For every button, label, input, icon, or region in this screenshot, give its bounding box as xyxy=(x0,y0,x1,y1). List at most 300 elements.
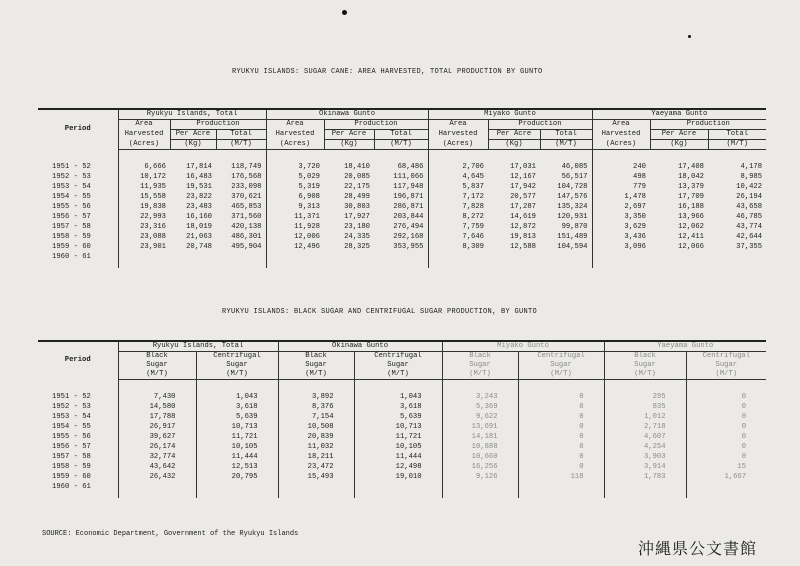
table-cell: 17,942 xyxy=(510,182,536,191)
col-header: Per Acre xyxy=(650,130,708,140)
table-cell: 0 xyxy=(518,422,604,432)
table-cell: 1,043 xyxy=(354,392,442,402)
table-row xyxy=(38,452,766,462)
unit-header: (Kg) xyxy=(170,140,216,150)
table-cell: 14,580 xyxy=(118,402,196,412)
table-cell: 0 xyxy=(686,442,766,452)
table-row xyxy=(38,242,766,252)
table-cell: 10,713 xyxy=(354,422,442,432)
table-cell: 17,814 xyxy=(186,162,212,171)
table1-body xyxy=(38,162,766,263)
col-header: Black xyxy=(442,352,518,362)
table-cell: 420,138 xyxy=(231,223,262,232)
table-row xyxy=(38,462,766,472)
table-cell: 8,272 xyxy=(428,212,488,222)
unit-header: (M/T) xyxy=(354,370,442,380)
table-cell: 3,618 xyxy=(196,402,278,412)
table-cell: 15 xyxy=(686,462,766,472)
table-cell: 11,935 xyxy=(118,182,170,192)
table-cell xyxy=(708,252,766,262)
table-cell xyxy=(428,252,488,262)
table-cell xyxy=(266,252,324,262)
table-row xyxy=(38,222,766,232)
table-cell: 176,568 xyxy=(231,172,262,181)
table-row xyxy=(38,232,766,242)
col-header: Sugar xyxy=(442,361,518,370)
table-cell: 12,062 xyxy=(678,223,704,232)
table-cell: 14,619 xyxy=(510,212,536,221)
table-cell: 20,085 xyxy=(344,172,370,181)
table-cell: 233,098 xyxy=(231,182,262,191)
table-cell: 18,211 xyxy=(278,452,354,462)
table-cell: 18,019 xyxy=(186,223,212,232)
table-cell: 1,012 xyxy=(604,412,686,422)
table-cell: 2,706 xyxy=(428,162,488,172)
table-cell: 4,607 xyxy=(604,432,686,442)
group-header: Yaeyama Gunto xyxy=(604,341,766,352)
table-cell: 370,621 xyxy=(231,192,262,201)
table-cell: 42,644 xyxy=(736,233,763,242)
group-header: Ryukyu Islands, Total xyxy=(118,109,266,120)
table-cell: 37,355 xyxy=(736,243,763,252)
table-row xyxy=(38,402,766,412)
table-cell: 295 xyxy=(604,392,686,402)
col-header: Production xyxy=(170,120,266,130)
col-header: Harvested xyxy=(118,130,170,140)
table-cell: 13,966 xyxy=(678,212,704,221)
period-cell: 1958 - 59 xyxy=(52,463,91,472)
table-cell: 779 xyxy=(592,182,650,192)
unit-header: (M/T) xyxy=(518,370,604,380)
period-cell: 1956 - 57 xyxy=(52,442,91,451)
table-cell: 19,010 xyxy=(354,472,442,482)
col-header: Total xyxy=(540,130,592,140)
table-cell: 4,254 xyxy=(604,442,686,452)
table-cell xyxy=(374,252,428,262)
table-cell: 3,903 xyxy=(604,452,686,462)
table-cell: 1,783 xyxy=(604,472,686,482)
table-row xyxy=(38,172,766,182)
unit-header: (M/T) xyxy=(196,370,278,380)
period-cell: 1954 - 55 xyxy=(52,192,91,201)
table-cell xyxy=(196,482,278,492)
table-cell xyxy=(278,482,354,492)
table-cell: 3,436 xyxy=(592,232,650,242)
table-cell: 56,517 xyxy=(561,172,588,181)
table-cell xyxy=(604,482,686,492)
col-header: Centrifugal xyxy=(354,352,442,362)
table-cell: 7,430 xyxy=(118,392,196,402)
table-row xyxy=(38,192,766,202)
col-header: Area xyxy=(428,120,488,130)
table1-sugar-cane xyxy=(38,108,766,268)
unit-header: (M/T) xyxy=(118,370,196,380)
table-cell: 28,325 xyxy=(344,243,370,252)
table-cell: 0 xyxy=(686,422,766,432)
table-cell: 11,721 xyxy=(196,432,278,442)
table-cell: 6,666 xyxy=(118,162,170,172)
table-cell: 23,180 xyxy=(344,223,370,232)
table-cell: 23,901 xyxy=(118,242,170,252)
table-cell: 30,803 xyxy=(344,202,370,211)
table-cell: 12,496 xyxy=(266,242,324,252)
table-cell: 21,063 xyxy=(186,233,212,242)
period-cell: 1952 - 53 xyxy=(52,172,91,181)
table-cell: 240 xyxy=(592,162,650,172)
period-cell: 1955 - 56 xyxy=(52,432,91,441)
period-cell: 1959 - 60 xyxy=(52,473,91,482)
table-cell: 11,371 xyxy=(266,212,324,222)
table-cell: 23,088 xyxy=(118,232,170,242)
group-header: Okinawa Gunto xyxy=(278,341,442,352)
col-header: Area xyxy=(266,120,324,130)
table-cell: 203,844 xyxy=(393,212,424,221)
table-cell: 17,927 xyxy=(344,212,370,221)
table-cell: 13,691 xyxy=(442,422,518,432)
table-cell: 117,948 xyxy=(393,182,424,191)
period-cell: 1957 - 58 xyxy=(52,453,91,462)
table-cell: 15,493 xyxy=(278,472,354,482)
table-cell: 43,658 xyxy=(736,202,763,211)
col-header: Sugar xyxy=(278,361,354,370)
table-cell: 1,667 xyxy=(686,472,766,482)
table-cell: 353,955 xyxy=(393,243,424,252)
table-cell: 196,871 xyxy=(393,192,424,201)
period-cell: 1959 - 60 xyxy=(52,243,91,252)
table-row xyxy=(38,162,766,172)
table-cell: 147,576 xyxy=(557,192,588,201)
table-cell: 26,917 xyxy=(118,422,196,432)
table-cell: 46,785 xyxy=(736,212,763,221)
table-cell: 12,167 xyxy=(510,172,536,181)
period-cell: 1951 - 52 xyxy=(52,162,91,171)
table-cell: 9,126 xyxy=(442,472,518,482)
group-header: Miyako Gunto xyxy=(442,341,604,352)
table-cell: 10,105 xyxy=(196,442,278,452)
table-cell: 12,066 xyxy=(678,243,704,252)
table-cell: 15,558 xyxy=(118,192,170,202)
table-row xyxy=(38,412,766,422)
table-cell: 5,369 xyxy=(442,402,518,412)
table-cell: 16,160 xyxy=(186,212,212,221)
table-cell: 118,749 xyxy=(231,162,262,171)
table-cell: 0 xyxy=(518,402,604,412)
table-cell xyxy=(324,252,374,262)
col-header: Area xyxy=(592,120,650,130)
table-cell xyxy=(518,482,604,492)
period-cell: 1955 - 56 xyxy=(52,202,91,211)
table-cell: 151,489 xyxy=(557,233,588,242)
table-cell: 5,639 xyxy=(196,412,278,422)
period-cell: 1958 - 59 xyxy=(52,233,91,242)
table-cell: 23,822 xyxy=(186,192,212,201)
table-cell: 17,408 xyxy=(678,162,704,171)
table-cell: 3,243 xyxy=(442,392,518,402)
table-row xyxy=(38,182,766,192)
table-cell: 17,287 xyxy=(510,202,536,211)
group-header: Ryukyu Islands, Total xyxy=(118,341,278,352)
table-cell: 20,748 xyxy=(186,243,212,252)
table2-title: RYUKYU ISLANDS: BLACK SUGAR AND CENTRIFUGAL SUGAR PRODUCTION, BY GUNTO xyxy=(222,308,538,316)
table-cell: 43,642 xyxy=(118,462,196,472)
table-cell xyxy=(354,482,442,492)
table-cell: 19,838 xyxy=(118,202,170,212)
period-cell: 1957 - 58 xyxy=(52,223,91,232)
table-cell: 3,096 xyxy=(592,242,650,252)
col-header: Total xyxy=(216,130,266,140)
table-cell: 17,031 xyxy=(510,162,536,171)
table-cell: 22,175 xyxy=(344,182,370,191)
table-cell: 104,728 xyxy=(557,182,588,191)
col-header: Black xyxy=(118,352,196,362)
table-cell: 7,172 xyxy=(428,192,488,202)
col-header: Black xyxy=(278,352,354,362)
table-cell xyxy=(686,482,766,492)
table-cell: 7,828 xyxy=(428,202,488,212)
table-cell: 11,928 xyxy=(266,222,324,232)
table-cell: 68,486 xyxy=(397,162,424,171)
table-cell: 2,718 xyxy=(604,422,686,432)
col-header: Per Acre xyxy=(488,130,540,140)
unit-header: (M/T) xyxy=(374,140,428,150)
table-cell: 835 xyxy=(604,402,686,412)
unit-header: (M/T) xyxy=(604,370,686,380)
table-cell: 26,174 xyxy=(118,442,196,452)
table-cell: 12,006 xyxy=(266,232,324,242)
table-row xyxy=(38,472,766,482)
table-cell: 7,759 xyxy=(428,222,488,232)
table-cell: 23,483 xyxy=(186,202,212,211)
table-cell xyxy=(650,252,708,262)
unit-header: (Kg) xyxy=(488,140,540,150)
table-cell: 2,697 xyxy=(592,202,650,212)
table-cell: 104,594 xyxy=(557,243,588,252)
table-cell: 3,618 xyxy=(354,402,442,412)
unit-header: (Acres) xyxy=(118,140,170,150)
table-cell: 3,892 xyxy=(278,392,354,402)
unit-header: (M/T) xyxy=(708,140,766,150)
table-cell xyxy=(540,252,592,262)
period-cell: 1953 - 54 xyxy=(52,182,91,191)
period-cell: 1954 - 55 xyxy=(52,422,91,431)
col-header: Per Acre xyxy=(170,130,216,140)
table-cell: 12,411 xyxy=(678,233,704,242)
table-row xyxy=(38,422,766,432)
table-cell: 23,472 xyxy=(278,462,354,472)
col-header: Centrifugal xyxy=(518,352,604,362)
table-cell: 3,914 xyxy=(604,462,686,472)
table-cell: 495,904 xyxy=(231,243,262,252)
table-row xyxy=(38,392,766,402)
table-cell: 0 xyxy=(686,432,766,442)
unit-header: (Kg) xyxy=(650,140,708,150)
table-cell: 10,422 xyxy=(736,182,763,191)
table-cell: 0 xyxy=(686,412,766,422)
table-cell: 16,256 xyxy=(442,462,518,472)
table-cell: 17,709 xyxy=(678,192,704,201)
table-cell: 486,301 xyxy=(231,233,262,242)
unit-header: (Acres) xyxy=(266,140,324,150)
table-cell: 12,588 xyxy=(510,243,536,252)
table-cell: 39,627 xyxy=(118,432,196,442)
table-cell: 12,513 xyxy=(196,462,278,472)
table-cell: 19,531 xyxy=(186,182,212,191)
table-cell: 18,042 xyxy=(678,172,704,181)
table-row xyxy=(38,442,766,452)
table-cell: 46,085 xyxy=(561,162,588,171)
col-header: Sugar xyxy=(686,361,766,370)
table-cell: 0 xyxy=(518,452,604,462)
table-cell: 10,713 xyxy=(196,422,278,432)
table-cell xyxy=(170,252,216,262)
period-cell: 1960 - 61 xyxy=(52,483,91,492)
col-header: Per Acre xyxy=(324,130,374,140)
table-cell: 7,154 xyxy=(278,412,354,422)
table-cell: 111,066 xyxy=(393,172,424,181)
ink-mark xyxy=(342,10,347,15)
table-cell: 16,483 xyxy=(186,172,212,181)
table-cell: 0 xyxy=(686,452,766,462)
table-row xyxy=(38,202,766,212)
table-cell: 0 xyxy=(518,432,604,442)
col-header: Harvested xyxy=(266,130,324,140)
unit-header: (Kg) xyxy=(324,140,374,150)
table-cell: 23,316 xyxy=(118,222,170,232)
period-cell: 1952 - 53 xyxy=(52,402,91,411)
period-cell: 1951 - 52 xyxy=(52,392,91,401)
period-header: Period xyxy=(38,341,118,380)
table-cell: 10,508 xyxy=(278,422,354,432)
group-header: Okinawa Gunto xyxy=(266,109,428,120)
archive-stamp: 沖縄県公文書館 xyxy=(638,539,758,558)
table-cell: 292,168 xyxy=(393,233,424,242)
unit-header: (M/T) xyxy=(442,370,518,380)
period-cell: 1953 - 54 xyxy=(52,412,91,421)
unit-header: (M/T) xyxy=(540,140,592,150)
table-row xyxy=(38,432,766,442)
unit-header: (M/T) xyxy=(216,140,266,150)
col-header: Centrifugal xyxy=(196,352,278,362)
table-cell xyxy=(118,252,170,262)
table-row xyxy=(38,212,766,222)
table-cell: 17,788 xyxy=(118,412,196,422)
table-cell: 12,498 xyxy=(354,462,442,472)
table-cell: 7,646 xyxy=(428,232,488,242)
table-cell: 99,870 xyxy=(561,223,588,232)
table-cell: 16,188 xyxy=(678,202,704,211)
table-cell xyxy=(118,482,196,492)
table-cell: 0 xyxy=(518,462,604,472)
period-header: Period xyxy=(38,109,118,150)
table-cell: 20,839 xyxy=(278,432,354,442)
table-cell: 10,172 xyxy=(118,172,170,182)
table-cell: 32,774 xyxy=(118,452,196,462)
period-cell: 1960 - 61 xyxy=(52,253,91,262)
table-cell: 276,494 xyxy=(393,223,424,232)
unit-header: (M/T) xyxy=(278,370,354,380)
table-cell: 0 xyxy=(518,442,604,452)
col-header: Sugar xyxy=(196,361,278,370)
col-header: Total xyxy=(374,130,428,140)
source-note: SOURCE: Economic Department, Government of the Ryukyu Islands xyxy=(42,530,299,538)
table2-black-centrifugal-sugar xyxy=(38,340,766,498)
unit-header: (Acres) xyxy=(592,140,650,150)
table-cell: 26,432 xyxy=(118,472,196,482)
col-header: Production xyxy=(650,120,766,130)
table-cell xyxy=(488,252,540,262)
table-cell: 14,181 xyxy=(442,432,518,442)
table-cell: 11,444 xyxy=(354,452,442,462)
table-cell: 8,985 xyxy=(740,172,763,181)
table-cell: 18,410 xyxy=(344,162,370,171)
table-cell: 11,444 xyxy=(196,452,278,462)
group-header: Yaeyama Gunto xyxy=(592,109,766,120)
col-header: Area xyxy=(118,120,170,130)
col-header: Black xyxy=(604,352,686,362)
unit-header: (M/T) xyxy=(686,370,766,380)
group-header: Miyako Gunto xyxy=(428,109,592,120)
table-cell: 1,043 xyxy=(196,392,278,402)
table-cell: 11,032 xyxy=(278,442,354,452)
table-cell: 118 xyxy=(518,472,604,482)
table-cell: 5,029 xyxy=(266,172,324,182)
table-cell: 0 xyxy=(686,392,766,402)
table-cell: 5,319 xyxy=(266,182,324,192)
table-cell: 10,105 xyxy=(354,442,442,452)
table-cell: 20,795 xyxy=(196,472,278,482)
table-cell: 120,931 xyxy=(557,212,588,221)
table-cell: 19,813 xyxy=(510,233,536,242)
table-cell: 10,660 xyxy=(442,452,518,462)
table-cell: 11,721 xyxy=(354,432,442,442)
table-cell: 3,720 xyxy=(266,162,324,172)
table-cell: 0 xyxy=(518,392,604,402)
table-cell: 371,560 xyxy=(231,212,262,221)
table-cell: 22,993 xyxy=(118,212,170,222)
table-cell: 135,324 xyxy=(557,202,588,211)
table-row xyxy=(38,252,766,262)
table-cell: 5,837 xyxy=(428,182,488,192)
table-cell xyxy=(592,252,650,262)
col-header: Sugar xyxy=(518,361,604,370)
period-cell: 1956 - 57 xyxy=(52,212,91,221)
ink-dot xyxy=(688,35,691,38)
table-row xyxy=(38,482,766,492)
table-cell: 4,178 xyxy=(740,162,763,171)
table-cell: 28,499 xyxy=(344,192,370,201)
table-cell: 286,871 xyxy=(393,202,424,211)
col-header: Sugar xyxy=(604,361,686,370)
table2-body xyxy=(38,392,766,493)
col-header: Production xyxy=(324,120,428,130)
table-cell: 6,908 xyxy=(266,192,324,202)
table-cell: 0 xyxy=(518,412,604,422)
table-cell: 10,888 xyxy=(442,442,518,452)
table-cell: 5,639 xyxy=(354,412,442,422)
table-cell: 43,774 xyxy=(736,223,763,232)
table-cell: 24,335 xyxy=(344,233,370,242)
col-header: Harvested xyxy=(428,130,488,140)
table1-title: RYUKYU ISLANDS: SUGAR CANE: AREA HARVESTED, TOTAL PRODUCTION BY GUNTO xyxy=(232,68,543,76)
table-cell xyxy=(216,252,266,262)
table-cell: 3,629 xyxy=(592,222,650,232)
col-header: Harvested xyxy=(592,130,650,140)
table-cell: 9,622 xyxy=(442,412,518,422)
table-cell: 0 xyxy=(686,402,766,412)
table-cell: 3,350 xyxy=(592,212,650,222)
col-header: Centrifugal xyxy=(686,352,766,362)
table-cell: 8,376 xyxy=(278,402,354,412)
